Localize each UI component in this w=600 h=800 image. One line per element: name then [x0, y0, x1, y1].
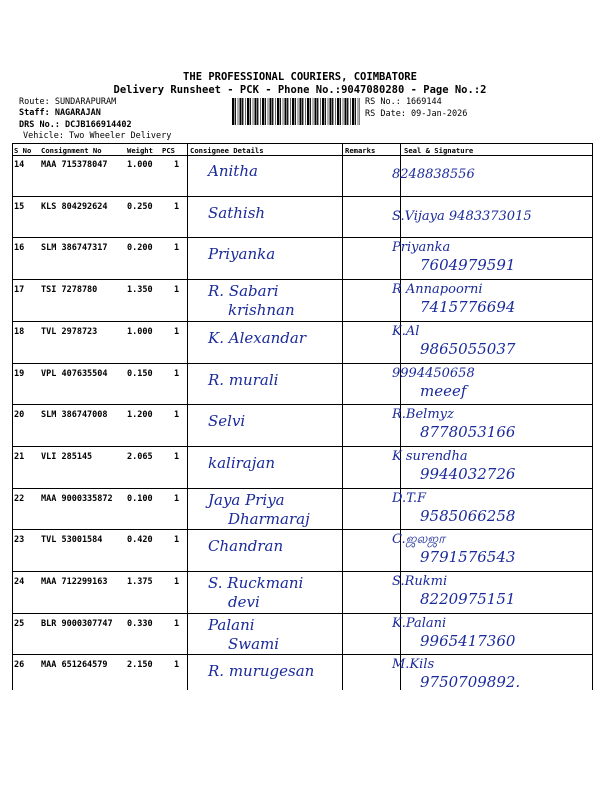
barcode-bar — [270, 98, 272, 125]
barcode-bar — [290, 98, 291, 125]
table-right-border — [592, 143, 593, 690]
consignee-name: R. murugesan — [208, 662, 315, 681]
barcode-bar — [330, 98, 332, 125]
barcode-bar — [317, 98, 318, 125]
barcode-bar — [262, 98, 264, 125]
barcode-bar — [232, 98, 234, 125]
barcode-bar — [247, 98, 249, 125]
barcode-bar — [265, 98, 266, 125]
barcode-bar — [332, 98, 333, 125]
barcode-bar — [350, 98, 351, 125]
row-sno: 15 — [14, 201, 25, 212]
signature-text: M.Kils — [392, 657, 435, 673]
barcode-bar — [250, 98, 251, 125]
row-consignment-no: SLM 386747008 — [41, 410, 108, 421]
col-header-consignment: Consignment No — [41, 146, 102, 155]
row-weight: 0.200 — [127, 243, 153, 254]
signature-text: S.Vijaya 9483373015 — [392, 208, 532, 224]
consignee-name-line2: Dharmaraj — [228, 509, 310, 528]
row-sno: 24 — [14, 577, 25, 587]
barcode-bar — [305, 98, 306, 125]
col-header-consignee: Consignee Details — [190, 146, 264, 155]
row-pcs: 1 — [174, 451, 180, 462]
signature-text: C.ஜலஜா — [392, 532, 445, 548]
signature-phone: 9944032726 — [420, 464, 516, 483]
barcode-bar — [320, 98, 321, 125]
consignee-name: Palani — [208, 615, 255, 634]
barcode-bar — [275, 98, 276, 125]
barcode-bar — [347, 98, 348, 125]
row-consignment-no: BLR 9000307747 — [41, 618, 113, 629]
row-pcs: 1 — [174, 410, 180, 421]
barcode-bar — [298, 98, 299, 125]
barcode-bar — [300, 98, 302, 125]
signature-text: Priyanka — [392, 240, 451, 256]
barcode-bar — [315, 98, 317, 125]
table-header-border — [12, 155, 592, 156]
consignee-name: S. Ruckmani — [208, 574, 304, 592]
row-sno: 18 — [14, 326, 25, 337]
consignee-name-line2: krishnan — [228, 301, 295, 320]
row-divider — [12, 654, 592, 655]
row-pcs: 1 — [174, 493, 180, 504]
row-weight: 0.250 — [127, 201, 153, 212]
row-divider — [12, 321, 592, 322]
staff-label: Staff: NAGARAJAN — [19, 108, 101, 118]
barcode-bar — [257, 98, 258, 125]
row-weight: 1.375 — [127, 577, 153, 587]
drs-label: DRS No.: DCJB166914402 — [19, 120, 132, 130]
barcode-bar — [310, 98, 311, 125]
row-divider — [12, 488, 592, 489]
row-divider — [12, 613, 592, 614]
row-divider — [12, 237, 592, 238]
table-top-border — [12, 143, 592, 144]
barcode-bar — [292, 98, 294, 125]
barcode-bar — [358, 98, 359, 125]
consignee-name: Selvi — [208, 412, 246, 431]
barcode-image — [232, 98, 360, 125]
barcode-bar — [245, 98, 246, 125]
rs-no-label: RS No.: 1669144 — [365, 97, 442, 107]
row-weight: 1.350 — [127, 285, 153, 296]
rs-date-label: RS Date: 09-Jan-2026 — [365, 109, 468, 119]
row-consignment-no: TVL 53001584 — [41, 535, 103, 546]
row-divider — [12, 404, 592, 405]
signature-phone: 8778053166 — [420, 423, 516, 442]
barcode-bar — [280, 98, 281, 125]
barcode-bar — [322, 98, 324, 125]
barcode-bar — [295, 98, 296, 125]
consignee-name: kalirajan — [208, 453, 275, 472]
row-sno: 22 — [14, 493, 25, 504]
consignee-name: R. murali — [208, 370, 279, 389]
barcode-bar — [240, 98, 242, 125]
row-divider — [12, 196, 592, 197]
row-divider — [12, 363, 592, 364]
row-weight: 1.000 — [127, 326, 153, 337]
row-weight: 0.150 — [127, 368, 153, 379]
consignee-name: R. Sabari — [208, 282, 279, 301]
signature-phone: 9750709892. — [420, 673, 521, 692]
row-weight: 0.330 — [127, 618, 153, 629]
row-sno: 23 — [14, 535, 25, 546]
barcode-bar — [255, 98, 257, 125]
col-header-pcs: PCS — [162, 146, 175, 155]
signature-phone: meeef — [420, 381, 467, 400]
row-pcs: 1 — [174, 201, 180, 212]
row-weight: 2.150 — [127, 660, 153, 671]
signature-text: 8248838556 — [392, 167, 475, 182]
signature-phone: 9585066258 — [420, 506, 516, 525]
row-consignment-no: MAA 712299163 — [41, 577, 108, 587]
row-sno: 25 — [14, 618, 25, 629]
row-pcs: 1 — [174, 577, 180, 587]
consignee-name: Sathish — [208, 203, 266, 222]
row-pcs: 1 — [174, 160, 180, 170]
barcode-bar — [242, 98, 243, 125]
signature-text: 9994450658 — [392, 365, 475, 381]
signature-phone: 9865055037 — [420, 339, 516, 358]
table-left-border — [12, 143, 13, 690]
row-pcs: 1 — [174, 368, 180, 379]
row-weight: 1.000 — [127, 160, 153, 170]
signature-text: R Annapoorni — [392, 282, 483, 298]
row-consignment-no: MAA 651264579 — [41, 660, 108, 671]
row-consignment-no: VPL 407635504 — [41, 368, 108, 379]
row-sno: 14 — [14, 160, 25, 170]
row-consignment-no: MAA 9000335872 — [41, 493, 113, 504]
row-sno: 26 — [14, 660, 25, 671]
company-title: THE PROFESSIONAL COURIERS, COIMBATORE — [183, 71, 417, 83]
row-weight: 1.200 — [127, 410, 153, 421]
barcode-bar — [345, 98, 347, 125]
barcode-bar — [355, 98, 356, 125]
row-weight: 0.420 — [127, 535, 153, 546]
column-divider — [187, 143, 188, 690]
row-consignment-no: SLM 386747317 — [41, 243, 108, 254]
row-pcs: 1 — [174, 660, 180, 671]
row-consignment-no: VLI 285145 — [41, 451, 93, 462]
row-divider — [12, 571, 592, 572]
barcode-bar — [277, 98, 279, 125]
row-sno: 16 — [14, 243, 25, 254]
consignee-name: Jaya Priya — [208, 490, 285, 509]
row-pcs: 1 — [174, 326, 180, 337]
barcode-bar — [260, 98, 261, 125]
column-divider — [342, 143, 343, 690]
barcode-bar — [238, 98, 239, 125]
row-weight: 2.065 — [127, 451, 153, 462]
signature-text: K.Al — [392, 323, 420, 339]
barcode-bar — [360, 98, 361, 125]
consignee-name: Chandran — [208, 537, 284, 556]
col-header-remarks: Remarks — [345, 146, 376, 155]
signature-text: D.T.F — [392, 490, 427, 506]
row-pcs: 1 — [174, 535, 180, 546]
barcode-bar — [253, 98, 254, 125]
signature-text: K.Palani — [392, 615, 447, 631]
signature-phone: 9791576543 — [420, 548, 516, 567]
barcode-bar — [313, 98, 314, 125]
row-sno: 17 — [14, 285, 25, 296]
signature-text: R.Belmyz — [392, 407, 454, 423]
signature-text: K surendha — [392, 448, 468, 464]
row-consignment-no: KLS 804292624 — [41, 201, 108, 212]
col-header-seal: Seal & Signature — [404, 146, 474, 155]
row-pcs: 1 — [174, 285, 180, 296]
row-divider — [12, 529, 592, 530]
barcode-bar — [328, 98, 329, 125]
row-sno: 20 — [14, 410, 25, 421]
col-header-sno: S No — [14, 146, 32, 155]
barcode-bar — [285, 98, 287, 125]
barcode-bar — [283, 98, 284, 125]
row-pcs: 1 — [174, 243, 180, 254]
runsheet-subtitle: Delivery Runsheet - PCK - Phone No.:9047080280 - Page No.:2 — [113, 84, 487, 96]
barcode-bar — [287, 98, 288, 125]
consignee-name: Priyanka — [208, 245, 276, 264]
row-consignment-no: TSI 7278780 — [41, 285, 98, 296]
signature-phone: 7604979591 — [420, 256, 516, 275]
row-divider — [12, 279, 592, 280]
barcode-bar — [268, 98, 269, 125]
row-pcs: 1 — [174, 618, 180, 629]
barcode-bar — [325, 98, 326, 125]
signature-text: S.Rukmi — [392, 574, 448, 589]
consignee-name: K. Alexandar — [208, 328, 307, 347]
route-label: Route: SUNDARAPURAM — [19, 97, 117, 107]
row-sno: 19 — [14, 368, 25, 379]
row-consignment-no: MAA 715378047 — [41, 160, 108, 170]
barcode-bar — [302, 98, 303, 125]
barcode-bar — [272, 98, 273, 125]
barcode-bar — [340, 98, 341, 125]
row-sno: 21 — [14, 451, 25, 462]
barcode-bar — [335, 98, 336, 125]
row-weight: 0.100 — [127, 493, 153, 504]
consignee-name-line2: Swami — [228, 634, 280, 653]
barcode-bar — [337, 98, 339, 125]
col-header-weight: Weight — [127, 146, 153, 155]
consignee-name-line2: devi — [228, 593, 260, 611]
barcode-bar — [307, 98, 309, 125]
consignee-name: Anitha — [208, 162, 258, 180]
row-divider — [12, 446, 592, 447]
signature-phone: 7415776694 — [420, 298, 516, 317]
signature-phone: 8220975151 — [420, 590, 516, 608]
row-consignment-no: TVL 2978723 — [41, 326, 98, 337]
barcode-bar — [352, 98, 354, 125]
signature-phone: 9965417360 — [420, 631, 516, 650]
barcode-bar — [343, 98, 344, 125]
barcode-bar — [235, 98, 236, 125]
vehicle-label: Vehicle: Two Wheeler Delivery — [23, 131, 172, 141]
